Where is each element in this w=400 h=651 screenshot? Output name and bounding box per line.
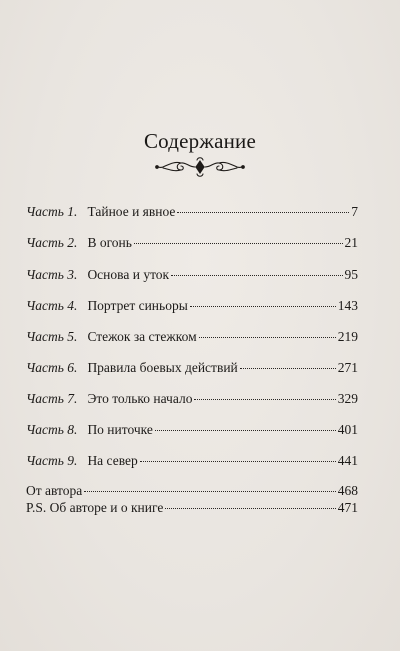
toc-entry[interactable] [26, 231, 358, 250]
chapter-title: По ниточке [87, 422, 153, 437]
part-label: Часть 1. [26, 204, 78, 219]
dot-leader [155, 418, 336, 434]
page-number: 219 [337, 329, 358, 344]
chapter-title: В огонь [87, 235, 132, 250]
page-number: 441 [337, 453, 358, 468]
section-title: P.S. Об авторе и о книге [26, 500, 164, 515]
dot-leader [165, 496, 335, 512]
toc-extra-entry[interactable] [26, 479, 358, 498]
dot-leader [140, 449, 336, 465]
page-number: 95 [344, 267, 358, 282]
toc-entry[interactable] [26, 387, 358, 406]
chapter-title: Тайное и явное [87, 204, 176, 219]
chapter-title: Правила боевых действий [87, 360, 238, 375]
toc-extra-entry[interactable] [26, 496, 358, 515]
toc-entry[interactable] [26, 356, 358, 375]
page-number: 143 [337, 298, 358, 313]
dot-leader [199, 325, 336, 341]
page-number: 7 [351, 204, 358, 219]
dot-leader [194, 387, 335, 403]
toc-entry[interactable] [26, 418, 358, 437]
part-label: Часть 8. [26, 422, 78, 437]
section-title: От автора [26, 483, 83, 498]
decorative-flourish-icon [154, 156, 246, 178]
page-number: 21 [344, 235, 358, 250]
dot-leader [240, 356, 336, 372]
dot-leader [177, 200, 349, 216]
dot-leader [134, 231, 343, 247]
page-number: 468 [337, 483, 358, 498]
dot-leader [171, 263, 342, 279]
part-label: Часть 4. [26, 298, 78, 313]
part-label: Часть 5. [26, 329, 78, 344]
chapter-title: Это только начало [87, 391, 193, 406]
part-label: Часть 9. [26, 453, 78, 468]
dot-leader [84, 479, 335, 495]
toc-entry[interactable] [26, 325, 358, 344]
chapter-title: Портрет синьоры [87, 298, 188, 313]
page-number: 401 [337, 422, 358, 437]
part-label: Часть 7. [26, 391, 78, 406]
toc-entry[interactable] [26, 449, 358, 468]
part-label: Часть 6. [26, 360, 78, 375]
page-number: 271 [337, 360, 358, 375]
part-label: Часть 2. [26, 235, 78, 250]
page-number: 329 [337, 391, 358, 406]
page-title: Содержание [143, 129, 257, 153]
dot-leader [190, 294, 336, 310]
toc-entry[interactable] [26, 263, 358, 282]
toc-entry[interactable] [26, 294, 358, 313]
chapter-title: На север [87, 453, 138, 468]
chapter-title: Основа и уток [87, 267, 170, 282]
part-label: Часть 3. [26, 267, 78, 282]
page-number: 471 [337, 500, 358, 515]
chapter-title: Стежок за стежком [87, 329, 197, 344]
toc-entry[interactable] [26, 200, 358, 219]
